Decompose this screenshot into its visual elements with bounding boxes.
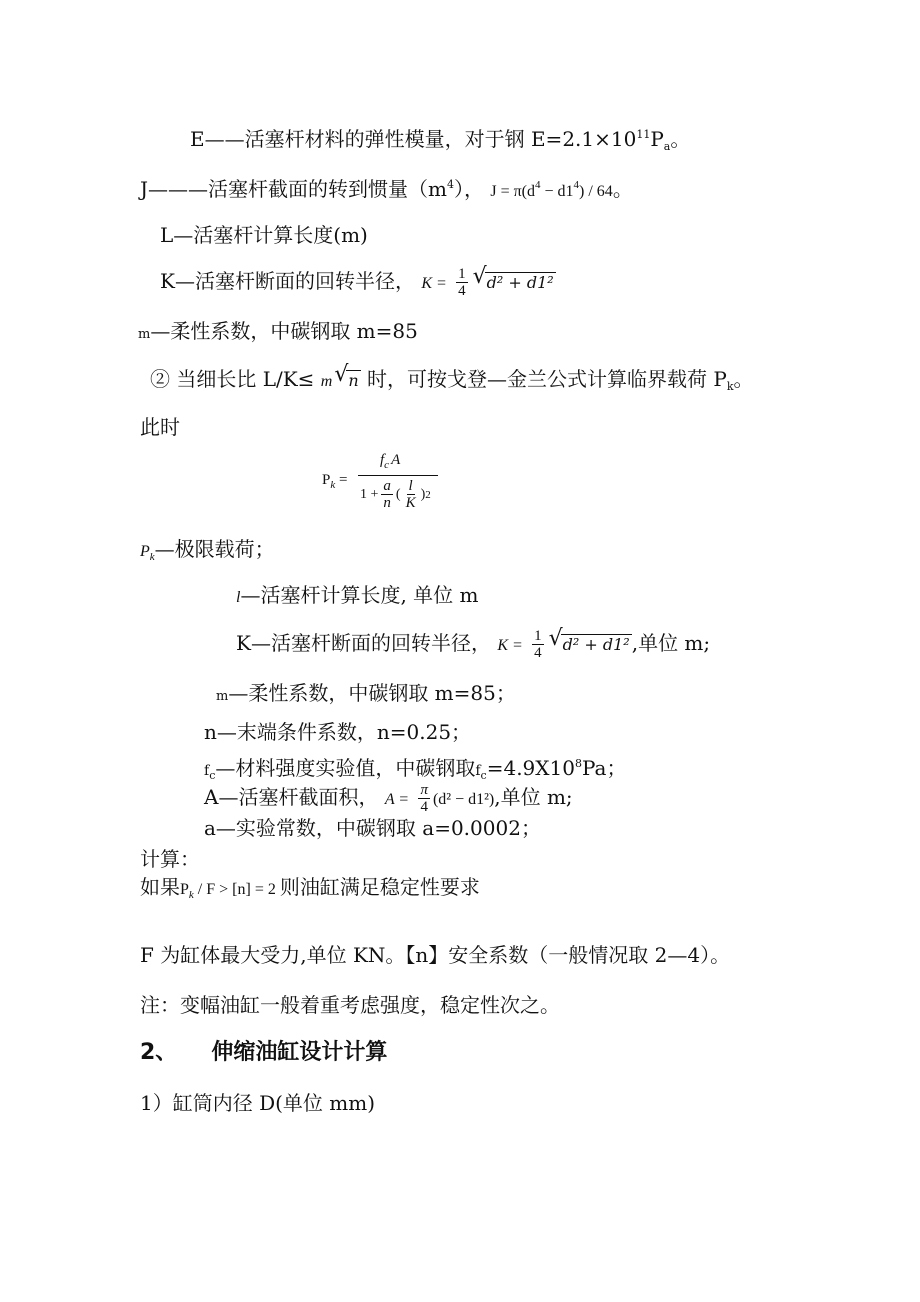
f-definition: F 为缸体最大受力,单位 KN。【n】安全系数（一般情况取 2—4）。 xyxy=(140,943,731,967)
note: 注：变幅油缸一般着重考虑强度，稳定性次之。 xyxy=(140,993,560,1017)
e-definition: E——活塞杆材料的弹性模量，对于钢 $E=2.1\times 10^{11}P_a$。 xyxy=(190,127,691,153)
fc-definition: $f_c—$材料强度实验值，中碳钢取$f_c=4.9X10^8Pa$； xyxy=(204,756,627,782)
pk-definition: $P_k—$极限载荷； xyxy=(140,537,275,563)
k2-definition: K—活塞杆断面的回转半径， K = $\frac{1}{4}$ √ d² + d1² ,单位 m; xyxy=(236,626,711,661)
section-heading: 2、 伸缩油缸设计计算 xyxy=(140,1040,388,1065)
m-definition: m—柔性系数，中碳钢取 m=85 xyxy=(138,319,418,343)
cishi-text: 此时 xyxy=(140,415,180,439)
a-definition: A—活塞杆截面积， A = $\frac{\pi}{4}$ (d² − d1²),单位 m; xyxy=(204,782,573,815)
condition-line: ② 当细长比 L/K≤ m √ n 时，可按戈登—金兰公式计算临界载荷 $P_k$。 xyxy=(150,362,754,393)
calc-label: 计算： xyxy=(140,847,200,871)
m2-definition: m—柔性系数，中碳钢取 m=85； xyxy=(216,681,516,705)
inertia-formula: $J = \pi(d^4 - d1^4) / 64$ xyxy=(490,179,613,200)
k-sqrt: √ d² + d1² xyxy=(472,264,554,292)
subsection-1: 1）缸筒内径 D(单位 mm) xyxy=(140,1091,376,1115)
l-definition: L—活塞杆计算长度(m) xyxy=(160,223,368,247)
a2-definition: a—实验常数，中碳钢取 a=0.0002； xyxy=(204,816,541,840)
l2-definition: l—活塞杆计算长度, 单位 m xyxy=(236,583,479,607)
n-definition: n—末端条件系数，n=0.25； xyxy=(204,720,472,744)
stability-check: 如果$P_k / F > [n] = 2$ 则油缸满足稳定性要求 xyxy=(140,875,480,901)
j-definition: J———活塞杆截面的转到惯量$(m^4)$， $J = \pi(d^4 - d1^4) / 64$。 xyxy=(140,177,633,201)
gordon-rankine-formula: $P_k$ = $f_c$ A 1 + $\frac{a}{n}$ ( $\frac{l}{K}$ ) 2 xyxy=(322,450,462,530)
k-fraction: $\frac{1}{4}$ xyxy=(458,266,466,299)
check-formula: $P_k / F > [n] = 2$ xyxy=(180,881,280,901)
k-definition: K—活塞杆断面的回转半径， K = $\frac{1}{4}$ √ d² + d1² xyxy=(160,264,554,299)
